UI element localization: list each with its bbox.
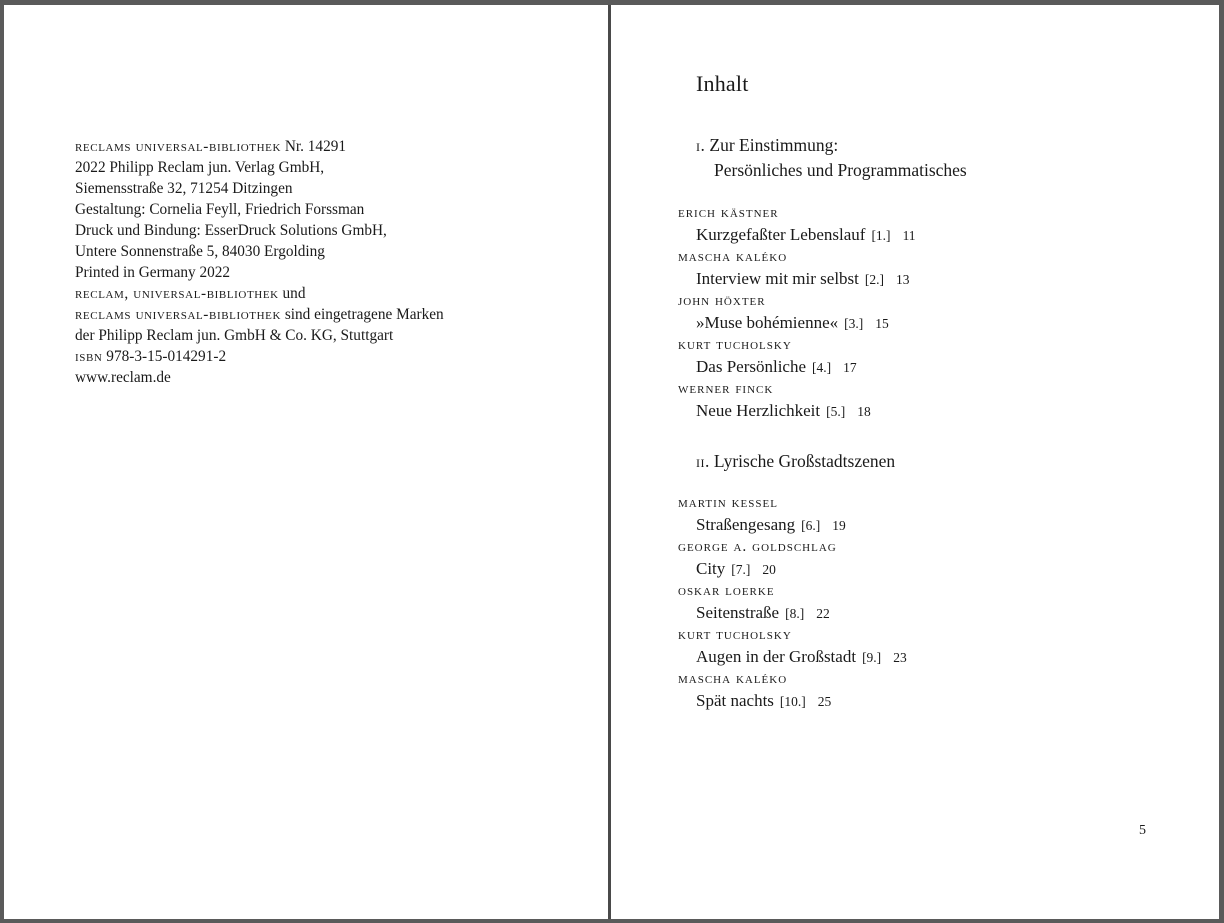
- entry-ref: [1.]: [871, 228, 891, 243]
- entry-work: [678, 644, 907, 670]
- entry-author: erich kästner: [678, 204, 779, 221]
- imprint-line: Untere Sonnenstraße 5, 84030 Ergolding: [75, 243, 325, 260]
- entry-work: [678, 556, 907, 582]
- imprint-line: Druck und Bindung: EsserDruck Solutions GmbH,: [75, 222, 387, 239]
- entry-work: [678, 222, 916, 248]
- imprint-text: und: [278, 285, 306, 302]
- section-heading: [696, 133, 967, 183]
- toc-entry: [678, 247, 916, 291]
- entry-page: 11: [902, 228, 916, 243]
- entry-ref: [10.]: [779, 694, 806, 709]
- toc-entry: [678, 537, 907, 581]
- page-title: Inhalt: [696, 71, 749, 96]
- entry-work-title: Augen in der Großstadt: [696, 647, 857, 666]
- toc-entry: [678, 291, 916, 335]
- entry-work: [678, 310, 916, 336]
- entry-page: 17: [843, 360, 857, 375]
- book-spread: [4, 5, 1219, 919]
- imprint-smallcaps: reclams universal-bibliothek: [75, 138, 281, 155]
- imprint-line: Printed in Germany 2022: [75, 264, 231, 281]
- entry-page: 25: [817, 694, 832, 709]
- entry-author: john höxter: [678, 292, 766, 309]
- imprint-smallcaps: reclam, universal-bibliothek: [75, 285, 279, 302]
- imprint-smallcaps: reclams universal-bibliothek: [75, 306, 281, 323]
- entry-ref: [8.]: [785, 606, 805, 621]
- entry-work: [678, 266, 916, 292]
- entry-page: 20: [762, 562, 776, 577]
- entry-author: werner finck: [678, 380, 774, 397]
- entry-page: 19: [832, 518, 846, 533]
- entry-page: 15: [875, 316, 889, 331]
- entry-work: [678, 354, 916, 380]
- toc-entries: [678, 493, 907, 713]
- section-title-continued: Persönliches und Programmatisches: [714, 160, 967, 180]
- entry-ref: [9.]: [862, 650, 882, 665]
- entry-work-title: Neue Herzlichkeit: [696, 401, 821, 420]
- entry-page: 13: [896, 272, 910, 287]
- section-number: i.: [696, 135, 706, 155]
- imprint-smallcaps: isbn: [75, 348, 103, 365]
- imprint-text: Nr. 14291: [281, 138, 347, 155]
- toc-entry: [678, 669, 907, 713]
- imprint-line: [75, 136, 444, 157]
- entry-ref: [7.]: [731, 562, 751, 577]
- imprint-text: 978-3-15-014291-2: [102, 348, 227, 365]
- entry-author: kurt tucholsky: [678, 626, 792, 643]
- entry-work-title: Interview mit mir selbst: [696, 269, 859, 288]
- entry-page: 18: [857, 404, 871, 419]
- entry-work: [678, 600, 907, 626]
- entry-work-title: Seitenstraße: [696, 603, 780, 622]
- imprint-line: [75, 283, 444, 304]
- entry-page: 22: [816, 606, 830, 621]
- toc-entry: [678, 625, 907, 669]
- entry-work: [678, 398, 916, 424]
- imprint: [75, 136, 444, 388]
- right-page: [611, 5, 1219, 919]
- imprint-line: der Philipp Reclam jun. GmbH & Co. KG, Stuttgart: [75, 327, 394, 344]
- section-title: Zur Einstimmung:: [709, 135, 839, 155]
- entry-work-title: Straßengesang: [696, 515, 796, 534]
- imprint-line: www.reclam.de: [75, 369, 171, 386]
- imprint-text: sind eingetragene Marken: [281, 306, 444, 323]
- page-number: 5: [1139, 823, 1146, 838]
- toc-entry: [678, 379, 916, 423]
- entry-work-title: »Muse bohémienne«: [696, 313, 839, 332]
- entry-author: mascha kaléko: [678, 670, 788, 687]
- entry-ref: [3.]: [844, 316, 864, 331]
- entry-author: oskar loerke: [678, 582, 775, 599]
- entry-author: martin kessel: [678, 494, 778, 511]
- entry-author: george a. goldschlag: [678, 538, 837, 555]
- section-title: Lyrische Großstadtszenen: [713, 451, 896, 471]
- left-page: [4, 5, 608, 919]
- entry-work-title: Spät nachts: [696, 691, 774, 710]
- entry-work-title: City: [696, 559, 726, 578]
- entry-work-title: Kurzgefaßter Lebenslauf: [696, 225, 866, 244]
- imprint-line: [75, 304, 444, 325]
- imprint-line: 2022 Philipp Reclam jun. Verlag GmbH,: [75, 159, 325, 176]
- imprint-line: [75, 346, 444, 367]
- imprint-line: Siemensstraße 32, 71254 Ditzingen: [75, 180, 293, 197]
- toc-entries: [678, 203, 916, 423]
- entry-work: [678, 688, 907, 714]
- toc-entry: [678, 493, 907, 537]
- entry-author: kurt tucholsky: [678, 336, 792, 353]
- entry-work-title: Das Persönliche: [696, 357, 807, 376]
- entry-ref: [4.]: [812, 360, 832, 375]
- entry-ref: [5.]: [826, 404, 846, 419]
- entry-author: mascha kaléko: [678, 248, 788, 265]
- entry-ref: [6.]: [801, 518, 821, 533]
- entry-ref: [2.]: [864, 272, 885, 287]
- section-number: ii.: [696, 451, 710, 471]
- toc-entry: [678, 203, 916, 247]
- toc-entry: [678, 581, 907, 625]
- entry-page: 23: [893, 650, 907, 665]
- imprint-line: Gestaltung: Cornelia Feyll, Friedrich Forssman: [75, 201, 365, 218]
- toc-entry: [678, 335, 916, 379]
- entry-work: [678, 512, 907, 538]
- section-heading: [696, 449, 895, 474]
